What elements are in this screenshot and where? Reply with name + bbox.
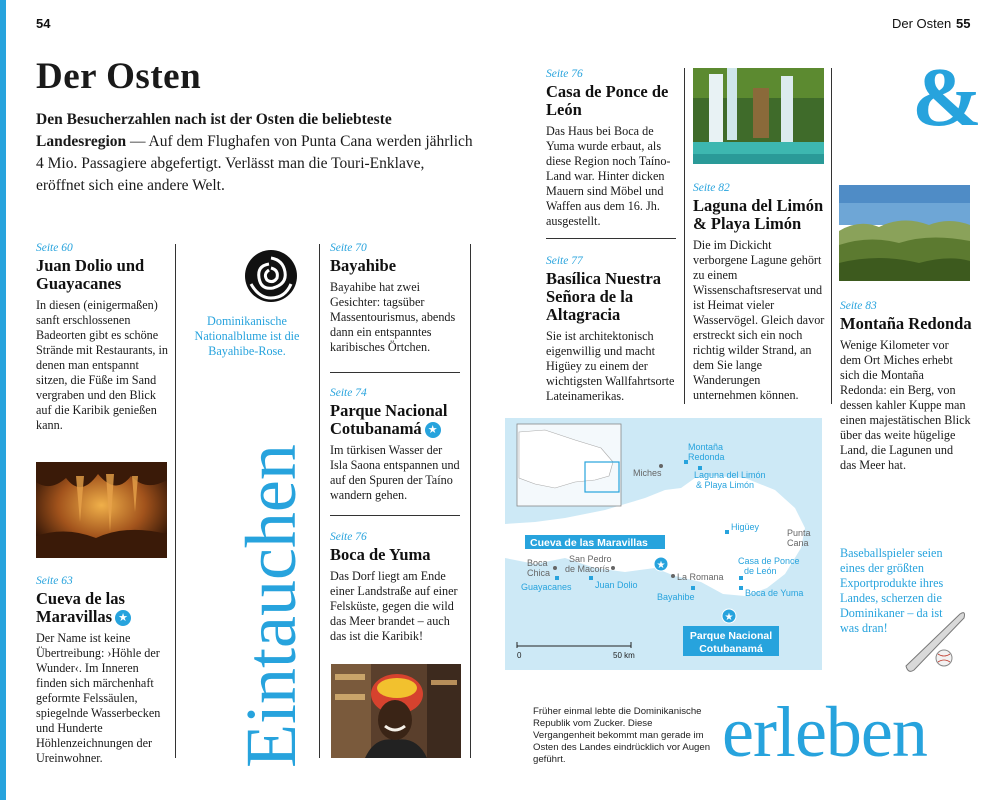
entry-casa-ponce [546,68,678,229]
entry-parque [330,387,462,503]
map-dot [691,586,695,590]
map-label-juan-dolio: Juan Dolio [595,580,638,590]
vertical-word-eintauchen: Eintauchen [231,444,311,768]
entry-body: Sie ist architektonisch eigenwillig und macht Higüey zu einem der wichtigsten Wallfahrtsorte Lateinamerikas. [546,329,675,403]
entry-divider [330,372,460,373]
column-divider [831,68,832,404]
map-dot [611,566,615,570]
entry-page-ref: Seite 60 [36,242,73,254]
map-label-cueva: Cueva de las Maravillas [530,537,648,549]
page-title: Der Osten [36,56,202,97]
running-head: Der Osten [892,16,952,31]
map-dot [589,576,593,580]
entry-title: Bayahibe [330,256,397,275]
entry-page-ref: Seite 76 [330,531,367,543]
entry-page-ref: Seite 76 [546,68,583,80]
word-erleben: erleben [722,692,927,772]
entry-body: Das Haus bei Boca de Yuma wurde erbaut, als diese Region noch Taíno-Land war. Hinter dicken Mauern sind Möbel und Waffen aus dem 16. Jh. ausgestellt. [546,124,671,228]
ampersand-mark: & [912,51,982,144]
map-dot [671,574,675,578]
entry-title [330,402,462,438]
page-number-right: 55 [956,16,971,31]
entry-basilica [546,255,678,404]
map-label-bayahibe: Bayahibe [657,592,695,602]
map-dot [739,586,743,590]
entry-page-ref: Seite 77 [546,255,583,267]
entry-cueva [36,575,168,766]
entry-body: Der Name ist keine Übertreibung: ›Höhle der Wunder‹. Im Inneren finden sich märchenhaft geformte Felssäulen, spiegelnde Wasserbecken und Hunderte Höhlenzeichnungen der Ureinwohner. [36,631,161,766]
map-label-boca-chica: Boca [527,558,548,568]
entry-page-ref: Seite 74 [330,387,367,399]
flower-caption: Dominikanische Nationalblume ist die Bayahibe-Rose. [194,314,300,358]
map-label-casa-ponce: de León [744,566,777,576]
baseball-caption: Baseballspieler seien eines der größten Exportprodukte ihres Landes, scherzen die Dominikaner – da ist was dran! [840,546,944,635]
cave-photo [36,462,167,558]
entry-body: In diesen (einigermaßen) sanft erschlossenen Badeorten gibt es schöne Strände mit Restaurants, in denen man entspannt sitzen, die Füße im Sand vergraben und den Blick auf die Karibik genießen kann. [36,298,169,432]
intro-paragraph [36,109,476,197]
entry-page-ref: Seite 70 [330,242,367,254]
entry-body: Die im Dickicht verborgene Lagune gehört zu einem Wissenschaftsreservat und ist Heimat vieler Wasservögel. Gleich davor erstreckt sich ein noch richtig wilder Strand, an dem Sie lange Wanderungen unternehmen können. [693,238,825,402]
star-icon: ★ [656,560,666,571]
star-icon: ★ [724,612,734,623]
entry-boca-yuma [330,531,462,644]
map-label-laguna: & Playa Limón [696,480,755,490]
map-label-montana: Redonda [688,452,725,462]
entry-title: Basílica Nuestra Señora de la Altagracia [546,269,662,324]
entry-title: Montaña Redonda [840,314,972,333]
map-label-parque: Cotubanamá [699,643,763,655]
map-label-parque: Parque Nacional [689,630,773,642]
star-icon: ★ [115,610,131,626]
entry-juan-dolio [36,242,168,433]
entry-page-ref: Seite 83 [840,300,877,312]
entry-title-text: Cueva de las Maravillas [36,589,125,626]
entry-divider [330,515,460,516]
entry-page-ref: Seite 63 [36,575,73,587]
entry-montana [840,300,972,473]
map-label-laguna: Laguna del Limón [694,470,766,480]
region-map [505,418,822,670]
map-dot [739,576,743,580]
map-scale-end: 50 km [613,651,635,660]
entry-body: Bayahibe hat zwei Gesichter: tagsüber Massentourismus, abends dann ein entspanntes karibisches Örtchen. [330,280,456,354]
star-icon: ★ [425,422,441,438]
map-label-boca-yuma: Boca de Yuma [745,588,804,598]
map-dot [725,530,729,534]
column-divider [470,244,471,758]
page-number-left: 54 [36,16,51,31]
entry-title: Laguna del Limón & Playa Limón [693,196,824,233]
map-label-punta-cana: Punta [787,528,811,538]
entry-laguna [693,182,825,403]
map-label-guayacanes: Guayacanes [521,582,572,592]
mountain-photo [839,185,970,281]
map-dot [684,460,688,464]
entry-bayahibe [330,242,462,355]
map-label-san-pedro: de Macorís [565,564,610,574]
intro-rest: — Auf dem Flughafen von Punta Cana werden jährlich 4 Mio. Passagiere abgefertigt. Verlässt man die Touri-Enklave, eröffnet sich eine andere Welt. [36,133,473,194]
map-label-higuey: Higüey [731,522,760,532]
map-dot [555,576,559,580]
page-spine [0,0,6,800]
entry-title [36,590,168,626]
entry-body: Das Dorf liegt am Ende einer Landstraße auf einer Felsküste, gegen die wild das Meer brandet – auch das ist die Karibik! [330,569,458,643]
entry-page-ref: Seite 82 [693,182,730,194]
map-label-montana: Montaña [688,442,724,452]
entry-title-text: Parque Nacional Cotubanamá [330,401,448,438]
map-label-punta-cana: Cana [787,538,809,548]
map-dot [553,566,557,570]
map-scale-zero: 0 [517,651,522,660]
map-label-boca-chica: Chica [527,568,551,578]
entry-body: Wenige Kilometer vor dem Ort Miches erhebt sich die Montaña Redonda: ein Berg, von dessen kahler Kuppe man einen majestätischen Blick über das weite hügelige Land, die Lagunen und das Meer hat. [840,338,971,472]
map-label-san-pedro: San Pedro [569,554,612,564]
map-dot [698,466,702,470]
entry-title: Casa de Ponce de León [546,82,669,119]
entry-body: Im türkisen Wasser der Isla Saona entspannen und auf den Spuren der Taíno wandern gehen. [330,443,460,503]
photo-caption-sugar: Früher einmal lebte die Dominikanische Republik vom Zucker. Diese Vergangenheit bekommt man gerade im Osten des Landes eindrücklich vor Augen geführt. [533,706,711,765]
map-label-casa-ponce: Casa de Ponce [738,556,800,566]
entry-title: Juan Dolio und Guayacanes [36,256,145,293]
baseball-bat-icon [900,606,968,672]
map-label-la-romana: La Romana [677,572,724,582]
entry-title: Boca de Yuma [330,545,431,564]
map-label-miches: Miches [633,468,662,478]
waterfall-photo [693,68,824,164]
intro-lead: Den Besucherzahlen nach ist der Osten die beliebteste Landesregion [36,111,392,150]
column-divider [175,244,176,758]
map-dot [659,464,663,468]
woman-photo [331,664,461,758]
rose-flower-icon [243,248,299,304]
column-divider [319,244,320,758]
column-divider [684,68,685,404]
entry-divider [546,238,676,239]
